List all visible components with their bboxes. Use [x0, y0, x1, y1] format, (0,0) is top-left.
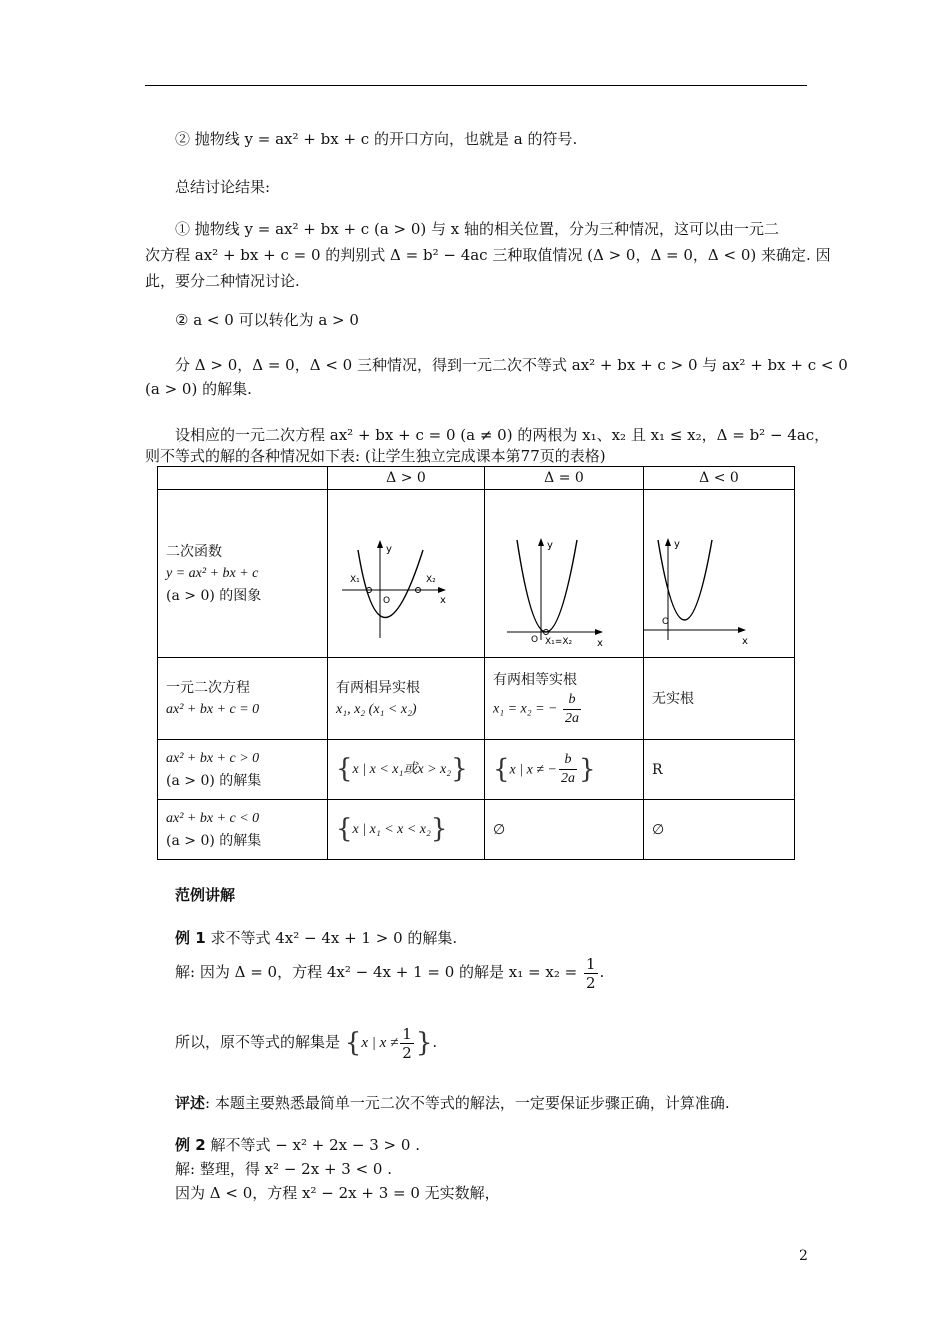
paragraph-4-line-1: 设相应的一元二次方程 ax² + bx + c = 0 (a ≠ 0) 的两根为 x₁、x₂ 且 x₁ ≤ x₂，Δ = b² − 4ac，: [175, 426, 830, 444]
axis-x-label: x: [440, 595, 446, 606]
brace-open: {: [336, 814, 353, 844]
axis-y-label: y: [386, 544, 392, 555]
paragraph-parabola-direction: ② 抛物线 y = ax² + bx + c 的开口方向，也就是 a 的符号.: [175, 130, 578, 148]
label-text: 二次函数: [166, 543, 222, 560]
set-formula: x | x₁ < x < x₂: [352, 822, 431, 837]
header-rule: [145, 85, 807, 86]
example-2-question: [175, 1134, 420, 1156]
summary-heading: 总结讨论结果:: [175, 178, 271, 196]
fraction-denominator: 2a: [560, 771, 575, 786]
set-formula: x | x < x₁或x > x₂: [352, 762, 452, 777]
fraction-denominator: 2a: [565, 711, 580, 726]
table-header-row: [158, 467, 795, 490]
cell-no-real-root: 无实根: [644, 658, 795, 740]
fraction: [400, 1025, 414, 1062]
brace-close: }: [415, 1028, 433, 1058]
label-text: (a > 0) 的解集: [166, 772, 262, 789]
remark-label: 评述: [175, 1094, 206, 1112]
root-x2-label: X₂: [426, 575, 436, 585]
cell-greater-two-roots: [328, 740, 485, 800]
table-header-delta-zero: Δ = 0: [485, 467, 644, 490]
cell-formula: x₁, x₂ (x₁ < x₂): [336, 701, 417, 717]
table-row-graph: [158, 490, 795, 658]
section-title: 范例讲解: [175, 886, 236, 904]
example-2-solution-1: 解: 整理，得 x² − 2x + 3 < 0 .: [175, 1160, 393, 1178]
table-row-greater: [158, 740, 795, 800]
table-row-less: [158, 800, 795, 860]
cell-two-distinct-roots: [328, 658, 485, 740]
paragraph-4-line-2: 则不等式的解的各种情况如下表: (让学生独立完成课本第77页的表格): [145, 447, 606, 465]
example-text: 解不等式 − x² + 2x − 3 > 0 .: [205, 1136, 420, 1154]
paragraph-2: ② a < 0 可以转化为 a > 0: [175, 311, 359, 329]
axis-y-label: y: [547, 540, 553, 551]
graph-cell-double-root: [485, 490, 644, 658]
label-text: (a > 0) 的解集: [166, 832, 262, 849]
label-formula: y = ax² + bx + c: [166, 565, 259, 581]
root-x1-label: X₁: [350, 575, 360, 585]
cell-two-equal-roots: [485, 658, 644, 740]
fraction: [559, 751, 577, 788]
table-header-empty: [158, 467, 328, 490]
example-1-question: [175, 927, 457, 949]
table-row-label-greater: [158, 740, 328, 800]
example-label: 例 1: [175, 929, 206, 947]
origin-label: O: [383, 596, 391, 606]
table-row-equation: [158, 658, 795, 740]
answer-text: 所以，原不等式的解集是: [175, 1033, 341, 1051]
axis-y-label: y: [674, 539, 680, 550]
cell-less-two-roots: [328, 800, 485, 860]
fraction-denominator: 2: [585, 973, 596, 992]
example-text: 求不等式 4x² − 4x + 1 > 0 的解集.: [205, 929, 458, 947]
solution-table: [157, 466, 795, 860]
paragraph-1-line-3: 此，要分二种情况讨论.: [145, 272, 300, 290]
example-label: 例 2: [175, 1136, 206, 1154]
cell-formula: [493, 691, 635, 728]
brace-close: }: [578, 754, 596, 785]
fraction-numerator: b: [559, 751, 577, 770]
solution-end: .: [599, 963, 605, 981]
example-1-answer: [175, 1020, 437, 1065]
label-text: (a > 0) 的图象: [166, 587, 262, 604]
brace-open: {: [344, 1028, 362, 1058]
table-header-delta-neg: Δ < 0: [644, 467, 795, 490]
fraction-denominator: 2: [402, 1043, 412, 1062]
fraction-numerator: 1: [402, 1024, 412, 1043]
table-row-label-less: [158, 800, 328, 860]
paragraph-1-line-2: 次方程 ax² + bx + c = 0 的判别式 Δ = b² − 4ac 三种取值情况 (Δ > 0，Δ = 0，Δ < 0) 来确定. 因: [145, 246, 831, 264]
table-row-label-graph: [158, 490, 328, 658]
cell-greater-no-root: R: [644, 740, 795, 800]
paragraph-3-line-2: (a > 0) 的解集.: [145, 380, 252, 398]
parabola-double-root-graph: [485, 490, 643, 650]
fraction: [584, 955, 598, 992]
brace-close: }: [430, 814, 448, 844]
cell-text: 有两相异实根: [336, 679, 420, 696]
paragraph-1-line-1: ① 抛物线 y = ax² + bx + c (a > 0) 与 x 轴的相关位置，分为三种情况，这可以由一元二: [175, 220, 780, 238]
brace-open: {: [336, 754, 353, 784]
cell-less-no-root: ∅: [644, 800, 795, 860]
fraction-numerator: b: [563, 691, 581, 710]
label-formula: ax² + bx + c = 0: [166, 701, 260, 717]
graph-cell-two-roots: [328, 490, 485, 658]
brace-open: {: [493, 754, 510, 785]
solution-text: 解: 因为 Δ = 0，方程 4x² − 4x + 1 = 0 的解是 x₁ = x₂ =: [175, 963, 578, 981]
graph-cell-no-root: [644, 490, 795, 658]
origin-label: O: [531, 635, 539, 645]
label-formula: ax² + bx + c < 0: [166, 810, 260, 826]
parabola-two-roots-graph: [328, 490, 484, 650]
set-formula: x | x ≠: [361, 1035, 399, 1051]
axis-x-label: x: [742, 636, 748, 647]
cell-greater-double-root: [485, 740, 644, 800]
label-text: 一元二次方程: [166, 679, 250, 696]
fraction-numerator: 1: [585, 954, 596, 973]
formula-text: x₁ = x₂ = −: [493, 701, 558, 717]
label-formula: ax² + bx + c > 0: [166, 750, 260, 766]
remark-text: : 本题主要熟悉最简单一元二次不等式的解法，一定要保证步骤正确，计算准确.: [205, 1094, 730, 1112]
remark: [175, 1092, 730, 1114]
origin-label: O: [662, 617, 670, 627]
fraction: [563, 691, 581, 728]
root-x1-x2-label: X₁=X₂: [545, 637, 573, 647]
axis-x-label: x: [597, 638, 603, 649]
table-header-delta-pos: Δ > 0: [328, 467, 485, 490]
cell-text: 有两相等实根: [493, 672, 577, 688]
brace-close: }: [451, 754, 468, 784]
answer-end: .: [432, 1033, 438, 1051]
example-1-solution: [175, 950, 604, 994]
table-row-label-equation: [158, 658, 328, 740]
parabola-no-root-graph: [644, 490, 794, 650]
page-number: 2: [799, 1248, 808, 1264]
example-2-solution-2: 因为 Δ < 0，方程 x² − 2x + 3 = 0 无实数解，: [175, 1184, 500, 1202]
set-formula: x | x ≠ −: [509, 762, 557, 778]
cell-less-double-root: ∅: [485, 800, 644, 860]
paragraph-3-line-1: 分 Δ > 0，Δ = 0，Δ < 0 三种情况，得到一元二次不等式 ax² + bx + c > 0 与 ax² + bx + c < 0: [175, 356, 848, 374]
